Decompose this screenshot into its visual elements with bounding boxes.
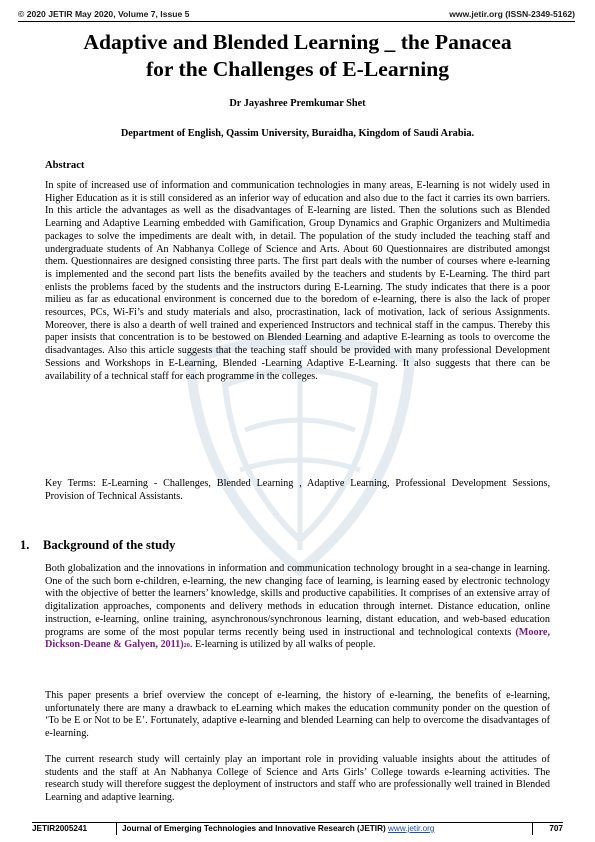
section-heading: [20, 538, 175, 553]
footer-website-link[interactable]: www.jetir.org: [388, 824, 435, 833]
section-title: Background of the study: [43, 538, 176, 552]
paper-title-line-2: for the Challenges of E-Learning: [145, 57, 450, 81]
section-paragraph-1: [45, 563, 550, 653]
abstract-text: In spite of increased use of information and communication technologies in many areas, E-learning is not widely used in Higher Education as it is still considered as an inferior way of education and also due to the fact it carries its own barriers. In this article the advantages as well as the disadvantages of E-learning are listed. Then the solutions such as Blended Learning and Adaptive Learning embedded with Gamification, Group Dynamics and Graphic Organizers and Multimedia packages to solve the impediments are dealt with, in detail. The population of the study included the teaching staff and undergraduate students of An Nabhanya College of Science and Arts. About 60 Questionnaires are distributed amongst them. Questionnaires are designed consisting three parts. The first part deals with the number of courses where e-learning is implemented and the second part lists the benefits availed by the teachers and students by E-Learning. The third part enlists the problems faced by the students and the instructors during E-Learning. The study indicates that there is a poor milieu as far as educational environment is concerned due to the boredom of e-learning, there is also the lack of proper resources, PCs, Wi-Fi’s and study materials and also, procrastination, lack of motivation, lack of serious Assignments. Moreover, there is also a dearth of well trained and experienced Instructors and technical staff in the campus. Thereby this paper insists that concentration is to be bestowed on Blended Learning and adaptive E-learning as tools to overcome the disadvantages. Also this article suggests that the teaching staff should be provided with many professional Development Sessions and Workshops in E-Learning, Blended -Learning Adaptive E-Learning. It also suggests that there can be availability of a technical staff for each programme in the colleges.: [45, 180, 550, 382]
header-website-issn: www.jetir.org (ISSN-2349-5162): [449, 9, 575, 19]
running-header: [18, 8, 575, 22]
footer-separator: [116, 822, 117, 835]
header-journal-info: © 2020 JETIR May 2020, Volume 7, Issue 5: [18, 9, 190, 19]
key-terms: Key Terms: E-Learning - Challenges, Blended Learning , Adaptive Learning, Professional Development Sessions, Provision of Technical Assistants.: [45, 478, 550, 502]
paragraph-1-ending: . E-learning is utilized by all walks of people.: [189, 639, 376, 651]
section-number: 1.: [20, 538, 30, 552]
footer-article-id: JETIR2005241: [32, 824, 88, 833]
header-divider: [18, 21, 575, 22]
section-paragraph-3: The current research study will certainly play an important role in providing valuable insights about the attitudes of students and the staff at An Nabhanya College of Science and Arts Girls’ College towards e-learning activities. The research study will therefore suggest the deployment of instructors and staff who are professionally well trained in Blended Learning and adaptive learning.: [45, 754, 550, 804]
citation-link[interactable]: (Moore, Dickson-Deane & Galyen, 2011): [45, 626, 550, 651]
footer-divider: [32, 822, 563, 823]
abstract-heading: Abstract: [45, 160, 85, 171]
section-paragraph-2: This paper presents a brief overview the concept of e-learning, the history of e-learning, the benefits of e-learning, unfortunately there are many a drawback to eLearning which makes the education community ponder on the question of ‘To be E or Not to be E’. Fortunately, adaptive e-learning and blended Learning can help to overcome the disadvantages of e-learning.: [45, 690, 550, 740]
paragraph-1-text: Both globalization and the innovations in information and communication technology brought in a sea-change in learning. One of the such born e-children, e-learning, the new changing face of learning, is learning eased by electronic technology with the objective of better the learners’ knowledge, skills and productive capabilities. It comprises of an extensive array of digitalization approaches, components and delivery methods in education through internet. Distance education, online instruction, e-learning, online training, asynchronous/synchronous learning, distant education, and web-based education programs are some of the most popular terms recently being used in instructional and technological contexts: [45, 563, 550, 638]
author-affiliation: Department of English, Qassim University, Buraidha, Kingdom of Saudi Arabia.: [120, 128, 475, 139]
footer-journal-name: Journal of Emerging Technologies and Innovative Research (JETIR): [122, 824, 388, 833]
citation-superscript[interactable]: 20: [183, 642, 190, 650]
page-number: 707: [549, 824, 563, 833]
paper-title-line-1: Adaptive and Blended Learning _ the Panacea: [83, 30, 512, 54]
page-footer: [32, 824, 563, 838]
author-name: Dr Jayashree Premkumar Shet: [229, 98, 366, 109]
paper-title: [20, 29, 575, 83]
footer-separator: [532, 822, 533, 835]
footer-journal: [122, 824, 434, 833]
